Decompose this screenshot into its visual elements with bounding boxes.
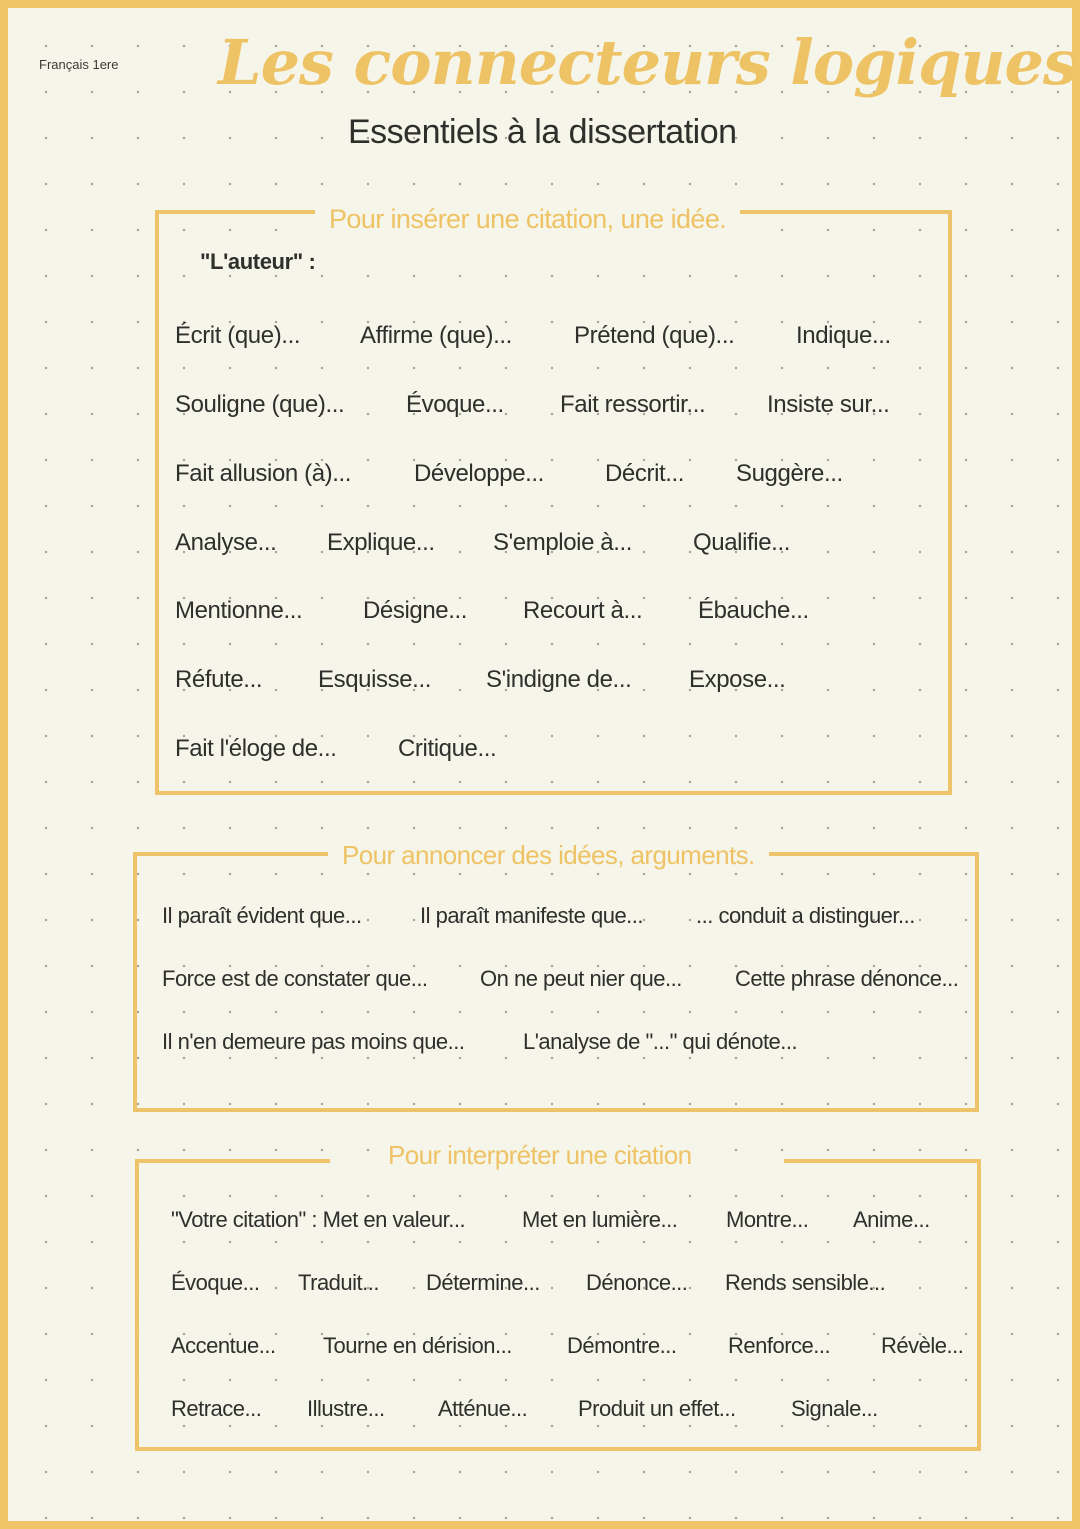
list-item: Illustre... <box>307 1396 385 1421</box>
section-heading: Pour annoncer des idées, arguments. <box>328 838 769 872</box>
list-item: Force est de constater que... <box>162 966 428 991</box>
worksheet-page <box>8 8 1077 1521</box>
list-item: Critique... <box>398 735 497 762</box>
list-item: Expose... <box>689 666 786 693</box>
list-item: Il paraît évident que... <box>162 903 362 928</box>
list-item: Rends sensible... <box>725 1270 886 1295</box>
list-item: Montre... <box>726 1207 809 1232</box>
list-item: L'analyse de "..." qui dénote... <box>523 1029 798 1054</box>
list-item: Fait ressortir... <box>560 391 706 418</box>
list-item: Évoque... <box>171 1270 260 1295</box>
list-item: S'indigne de... <box>486 666 632 693</box>
list-item: Anime... <box>853 1207 930 1232</box>
list-item: Évoque... <box>406 391 504 418</box>
list-item: Dénonce... <box>586 1270 688 1295</box>
list-item: Réfute... <box>175 666 263 693</box>
section-heading: Pour interpréter une citation <box>374 1138 705 1172</box>
list-item: Atténue... <box>438 1396 528 1421</box>
list-item: Traduit... <box>298 1270 379 1295</box>
list-item: Signale... <box>791 1396 878 1421</box>
list-item: Développe... <box>414 460 544 487</box>
list-item: Mentionne... <box>175 597 303 624</box>
list-item: Révèle... <box>881 1333 964 1358</box>
list-item: Explique... <box>327 529 435 556</box>
list-item: Tourne en dérision... <box>323 1333 512 1358</box>
list-item: Produit un effet... <box>578 1396 736 1421</box>
list-item: Suggère... <box>736 460 843 487</box>
list-item: Insiste sur... <box>767 391 890 418</box>
list-item: Esquisse... <box>318 666 431 693</box>
list-item: Écrit (que)... <box>175 322 301 349</box>
list-item: Fait l'éloge de... <box>175 735 337 762</box>
list-item: Désigne... <box>363 597 468 624</box>
list-item: Qualifie... <box>693 529 790 556</box>
list-item: ... conduit a distinguer... <box>696 903 915 928</box>
list-item: S'emploie à... <box>493 529 633 556</box>
list-item: Indique... <box>796 322 891 349</box>
list-item: Prétend (que)... <box>574 322 735 349</box>
list-item: Détermine... <box>426 1270 540 1295</box>
list-item: "Votre citation" : Met en valeur... <box>171 1207 466 1232</box>
list-item: Il paraît manifeste que... <box>420 903 644 928</box>
list-item: On ne peut nier que... <box>480 966 682 991</box>
section-heading: Pour insérer une citation, une idée. <box>315 202 740 236</box>
list-item: Met en lumière... <box>522 1207 678 1232</box>
list-item: Ébauche... <box>698 597 809 624</box>
list-item: Analyse... <box>175 529 277 556</box>
list-item: Il n'en demeure pas moins que... <box>162 1029 465 1054</box>
list-item: Retrace... <box>171 1396 262 1421</box>
page-title: Les connecteurs logiques <box>218 26 1077 99</box>
page-subtitle: Essentiels à la dissertation <box>348 113 737 151</box>
list-item: Cette phrase dénonce... <box>735 966 959 991</box>
list-item: Démontre... <box>567 1333 677 1358</box>
list-item: Recourt à... <box>523 597 643 624</box>
list-item: Accentue... <box>171 1333 276 1358</box>
list-item: Décrit... <box>605 460 685 487</box>
section-intro: "L'auteur" : <box>200 249 316 274</box>
list-item: Renforce... <box>728 1333 831 1358</box>
subject-label: Français 1ere <box>39 57 119 72</box>
section-insert-citation <box>155 210 952 795</box>
list-item: Fait allusion (à)... <box>175 460 352 487</box>
list-item: Souligne (que)... <box>175 391 345 418</box>
list-item: Affirme (que)... <box>360 322 512 349</box>
